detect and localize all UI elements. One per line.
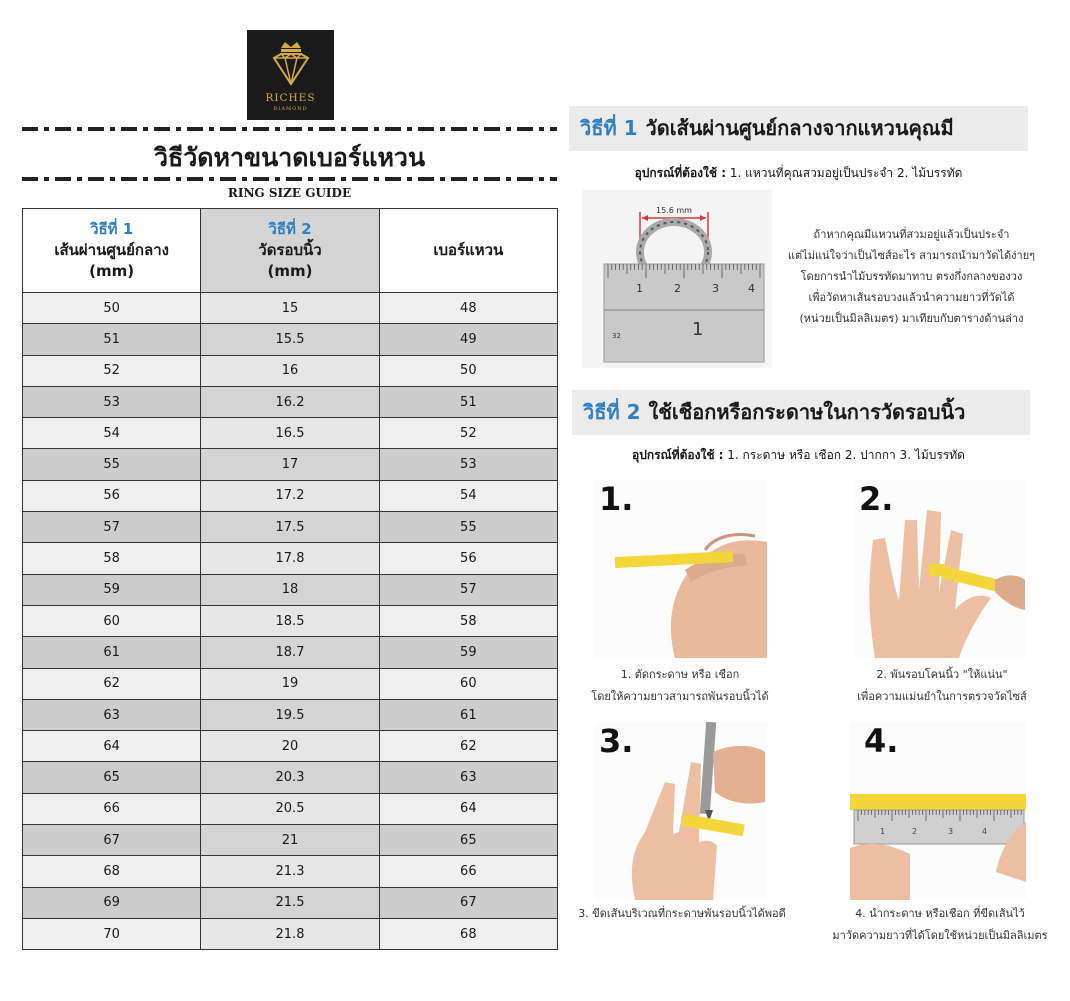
diameter-cell: 58 [23, 543, 201, 574]
diameter-cell: 61 [23, 637, 201, 668]
diameter-cell: 54 [23, 418, 201, 449]
table-body [23, 293, 558, 950]
table-row [23, 637, 558, 668]
caption-line: 1. ตัดกระดาษ หรือ เชือก [620, 668, 740, 681]
method1-title: วัดเส้นผ่านศูนย์กลางจากแหวนคุณมี [645, 116, 954, 140]
diameter-cell: 62 [23, 668, 201, 699]
header-method-label: วิธีที่ 2 [268, 220, 312, 238]
svg-text:2: 2 [674, 282, 681, 295]
ring-size-cell: 50 [379, 355, 557, 386]
ring-size-cell: 64 [379, 793, 557, 824]
ring-size-cell: 53 [379, 449, 557, 480]
ring-size-cell: 48 [379, 293, 557, 324]
header-method-label: วิธีที่ 1 [90, 220, 134, 238]
ring-size-cell: 60 [379, 668, 557, 699]
equipment-label: อุปกรณ์ที่ต้องใช้ : [634, 166, 726, 180]
step-1-photo [595, 480, 767, 658]
table-row [23, 543, 558, 574]
header-circumference [201, 209, 379, 293]
ring-size-cell: 63 [379, 762, 557, 793]
equipment-items: 1. แหวนที่คุณสวมอยู่เป็นประจำ 2. ไม้บรรทัด [729, 166, 963, 180]
header-diameter [23, 209, 201, 293]
diameter-cell: 60 [23, 605, 201, 636]
step-2-photo [855, 480, 1025, 658]
table-row [23, 825, 558, 856]
diameter-cell: 64 [23, 731, 201, 762]
ring-size-cell: 67 [379, 887, 557, 918]
circumference-cell: 20.3 [201, 762, 379, 793]
circumference-cell: 18.5 [201, 605, 379, 636]
step-number: 1. [599, 480, 634, 518]
circumference-cell: 17 [201, 449, 379, 480]
ring-size-cell: 52 [379, 418, 557, 449]
svg-text:4: 4 [982, 827, 988, 836]
ring-size-cell: 68 [379, 918, 557, 949]
dashed-divider-bottom [22, 177, 557, 181]
header-unit: (mm) [89, 262, 135, 280]
equipment-items: 1. กระดาษ หรือ เชือก 2. ปากกา 3. ไม้บรรทัด [727, 448, 965, 462]
table-row [23, 731, 558, 762]
circumference-cell: 17.2 [201, 480, 379, 511]
circumference-cell: 15.5 [201, 324, 379, 355]
svg-text:3: 3 [948, 827, 954, 836]
step-4-caption [815, 903, 1065, 947]
ring-size-cell: 62 [379, 731, 557, 762]
table-row [23, 355, 558, 386]
caption-line: 2. พันรอบโคนนิ้ว "ให้แน่น" [876, 668, 1008, 681]
step-4-photo [850, 722, 1026, 900]
circumference-cell: 20.5 [201, 793, 379, 824]
logo-brand-text: RICHES [265, 92, 316, 104]
svg-text:32: 32 [612, 332, 621, 340]
diameter-cell: 70 [23, 918, 201, 949]
table-row [23, 324, 558, 355]
diameter-cell: 66 [23, 793, 201, 824]
crown-diamond-icon [271, 40, 311, 88]
circumference-cell: 20 [201, 731, 379, 762]
table-row [23, 856, 558, 887]
header-ring-size [379, 209, 557, 293]
circumference-cell: 21.5 [201, 887, 379, 918]
diameter-cell: 57 [23, 512, 201, 543]
description-line: โดยการนำไม้บรรทัดมาทาบ ตรงกึ่งกลางของวง [800, 270, 1023, 283]
ring-size-cell: 57 [379, 574, 557, 605]
dashed-divider-top [22, 127, 557, 131]
table-row [23, 418, 558, 449]
circumference-cell: 21.8 [201, 918, 379, 949]
page-title: วิธีวัดหาขนาดเบอร์แหวน [153, 143, 426, 172]
description-line: เพื่อวัดหาเส้นรอบวงแล้วนำความยาวที่วัดได้ [808, 291, 1015, 304]
diameter-cell: 59 [23, 574, 201, 605]
svg-text:2: 2 [912, 827, 918, 836]
circumference-cell: 16 [201, 355, 379, 386]
header-unit: (mm) [267, 262, 313, 280]
riches-diamond-logo [247, 30, 334, 120]
step-3-photo [595, 722, 767, 900]
table-row [23, 699, 558, 730]
ring-size-cell: 59 [379, 637, 557, 668]
circumference-cell: 17.5 [201, 512, 379, 543]
table-row [23, 793, 558, 824]
circumference-cell: 16.5 [201, 418, 379, 449]
caption-line: เพื่อความแม่นยำในการตรวจวัดไซส์ [857, 690, 1027, 703]
description-line: (หน่วยเป็นมิลลิเมตร) มาเทียบกับตารางด้านล่าง [799, 312, 1024, 325]
ring-size-cell: 66 [379, 856, 557, 887]
diameter-cell: 68 [23, 856, 201, 887]
svg-text:4: 4 [748, 282, 755, 295]
ring-size-cell: 61 [379, 699, 557, 730]
ring-size-cell: 55 [379, 512, 557, 543]
method2-header [572, 390, 1030, 435]
circumference-cell: 16.2 [201, 386, 379, 417]
description-line: แต่ไม่แน่ใจว่าเป็นไซส์อะไร สามารถนำมาวัดได้ง่ายๆ [787, 249, 1036, 262]
step-number: 2. [859, 480, 894, 518]
circumference-cell: 18.7 [201, 637, 379, 668]
method2-prefix: วิธีที่ 2 [583, 400, 641, 424]
header-label: เส้นผ่านศูนย์กลาง [54, 241, 169, 259]
table-row [23, 887, 558, 918]
circumference-cell: 18 [201, 574, 379, 605]
svg-text:1: 1 [880, 827, 886, 836]
diameter-cell: 53 [23, 386, 201, 417]
table-row [23, 293, 558, 324]
page-subtitle: RING SIZE GUIDE [227, 186, 352, 200]
table-row [23, 918, 558, 949]
step-3-caption [568, 903, 796, 925]
circumference-cell: 17.8 [201, 543, 379, 574]
svg-text:3: 3 [712, 282, 719, 295]
diameter-cell: 50 [23, 293, 201, 324]
diameter-cell: 67 [23, 825, 201, 856]
step-number: 3. [599, 722, 634, 760]
svg-text:1: 1 [692, 319, 704, 340]
table-row [23, 762, 558, 793]
equipment-label: อุปกรณ์ที่ต้องใช้ : [632, 448, 724, 462]
method1-prefix: วิธีที่ 1 [580, 116, 638, 140]
caption-line: 4. นำกระดาษ หรือเชือก ที่ขีดเส้นไว้ [855, 907, 1025, 920]
diameter-cell: 52 [23, 355, 201, 386]
diameter-cell: 51 [23, 324, 201, 355]
method2-equipment [569, 446, 1028, 465]
ring-ruler-photo [582, 190, 772, 368]
table-header-row [23, 209, 558, 293]
circumference-cell: 21 [201, 825, 379, 856]
table-row [23, 480, 558, 511]
caption-line: 3. ขีดเส้นบริเวณที่กระดาษพันรอบนิ้วได้พอดี [578, 907, 786, 920]
caption-line: มาวัดความยาวที่ได้โดยใช้หน่วยเป็นมิลลิเมตร [832, 929, 1048, 942]
method1-description [784, 224, 1039, 329]
diameter-cell: 56 [23, 480, 201, 511]
table-row [23, 512, 558, 543]
circumference-cell: 21.3 [201, 856, 379, 887]
circumference-cell: 19 [201, 668, 379, 699]
ring-size-cell: 65 [379, 825, 557, 856]
table-row [23, 668, 558, 699]
ring-size-table [22, 208, 558, 950]
header-label: วัดรอบนิ้ว [258, 241, 322, 259]
logo-sub-text: DIAMOND [273, 106, 308, 112]
diameter-cell: 65 [23, 762, 201, 793]
table-row [23, 449, 558, 480]
step-number: 4. [864, 722, 899, 760]
ring-size-cell: 56 [379, 543, 557, 574]
ring-size-cell: 58 [379, 605, 557, 636]
diameter-cell: 69 [23, 887, 201, 918]
table-row [23, 605, 558, 636]
svg-text:1: 1 [636, 282, 643, 295]
ring-size-cell: 49 [379, 324, 557, 355]
method1-header [569, 106, 1028, 151]
ring-size-cell: 54 [379, 480, 557, 511]
circumference-cell: 15 [201, 293, 379, 324]
ring-measure-label: 15.6 mm [656, 206, 692, 215]
header-label: เบอร์แหวน [433, 241, 504, 259]
ring-size-cell: 51 [379, 386, 557, 417]
table-row [23, 574, 558, 605]
caption-line: โดยให้ความยาวสามารถพันรอบนิ้วได้ [591, 690, 769, 703]
step-2-caption [832, 664, 1052, 708]
table-row [23, 386, 558, 417]
diameter-cell: 63 [23, 699, 201, 730]
step-1-caption [578, 664, 782, 708]
diameter-cell: 55 [23, 449, 201, 480]
method1-equipment [569, 164, 1028, 183]
description-line: ถ้าหากคุณมีแหวนที่สวมอยู่แล้วเป็นประจำ [813, 228, 1010, 241]
method2-title: ใช้เชือกหรือกระดาษในการวัดรอบนิ้ว [648, 400, 966, 424]
circumference-cell: 19.5 [201, 699, 379, 730]
